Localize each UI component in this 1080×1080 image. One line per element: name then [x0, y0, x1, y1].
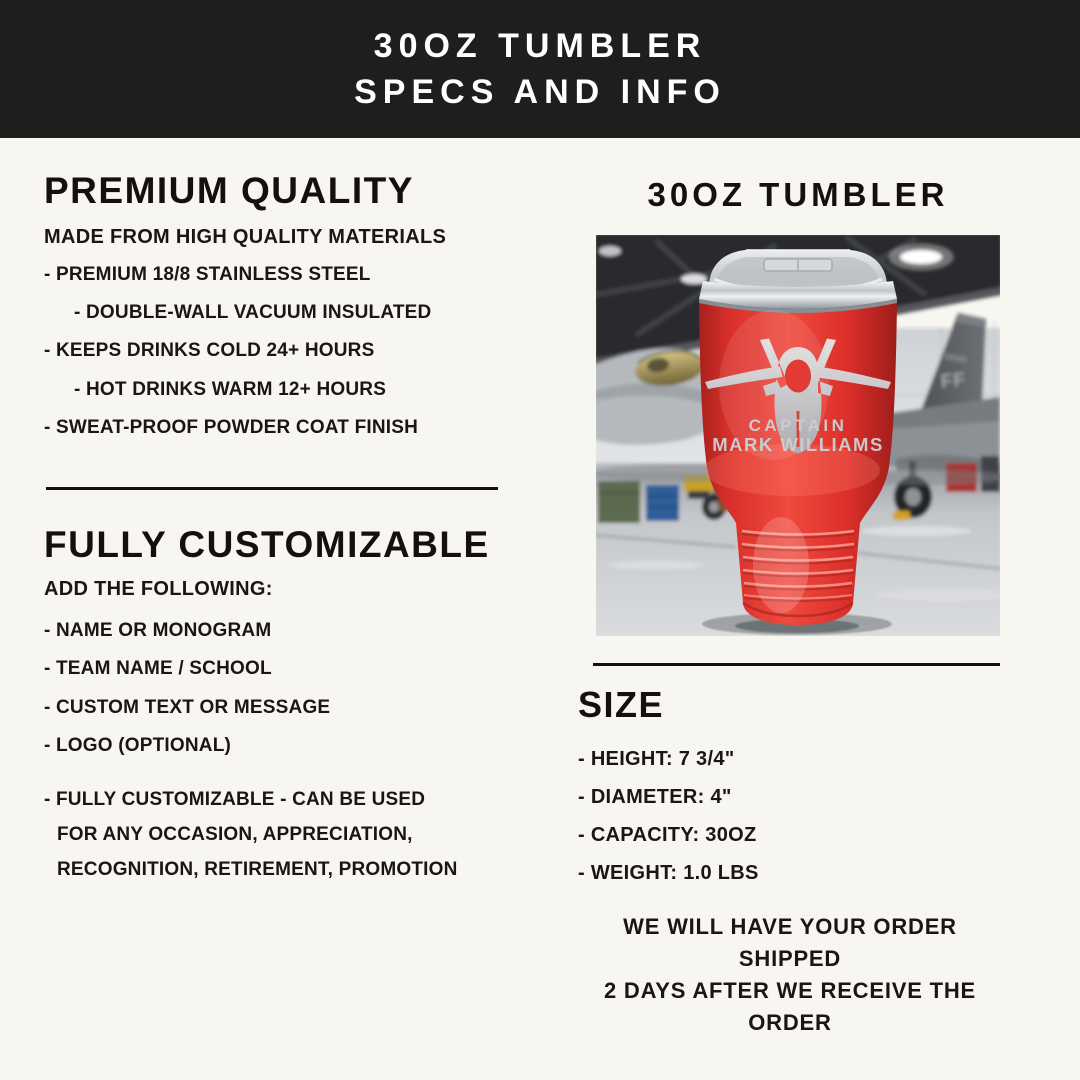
header-banner [0, 0, 1080, 138]
shipping-line: WE WILL HAVE YOUR ORDER [623, 914, 957, 939]
product-title: 30OZ TUMBLER [647, 176, 949, 213]
note-line: RECOGNITION, RETIREMENT, PROMOTION [57, 859, 458, 880]
customizable-bullet: - LOGO (OPTIONAL) [44, 735, 232, 756]
fully-customizable-title: FULLY CUSTOMIZABLE [44, 524, 490, 565]
size-bullet: - CAPACITY: 30OZ [578, 824, 757, 846]
size-bullet: - WEIGHT: 1.0 LBS [578, 862, 759, 884]
product-photo [596, 235, 1000, 636]
customizable-note [44, 782, 458, 887]
tail-marking-text: FF [939, 369, 967, 393]
fully-customizable-subtitle: ADD THE FOLLOWING: [44, 578, 273, 600]
customizable-bullet: - NAME OR MONOGRAM [44, 620, 272, 641]
premium-bullet: - DOUBLE-WALL VACUUM INSULATED [74, 302, 432, 323]
product-photo-scene [596, 235, 1000, 636]
premium-bullet: - SWEAT-PROOF POWDER COAT FINISH [44, 417, 419, 438]
premium-bullet: - PREMIUM 18/8 STAINLESS STEEL [44, 264, 371, 285]
left-section-divider [46, 487, 498, 490]
banner-title-line2: SPECS AND INFO [354, 73, 726, 111]
engraving-name-line2: MARK WILLIAMS [712, 434, 884, 455]
customizable-bullet: - TEAM NAME / SCHOOL [44, 658, 272, 679]
note-line: FOR ANY OCCASION, APPRECIATION, [57, 824, 413, 845]
size-bullet: - HEIGHT: 7 3/4" [578, 748, 735, 770]
note-line: - FULLY CUSTOMIZABLE - CAN BE USED [44, 789, 426, 810]
engraving-name-line1: CAPTAIN [748, 416, 848, 435]
premium-bullet: - HOT DRINKS WARM 12+ HOURS [74, 379, 387, 400]
premium-quality-title: PREMIUM QUALITY [44, 170, 414, 211]
size-bullet: - DIAMETER: 4" [578, 786, 732, 808]
right-section-divider [593, 663, 1000, 666]
shipping-line: 2 DAYS AFTER WE RECEIVE THE [603, 978, 977, 1003]
premium-quality-subtitle: MADE FROM HIGH QUALITY MATERIALS [44, 226, 447, 248]
shipping-notice [540, 911, 1040, 1039]
premium-bullet: - KEEPS DRINKS COLD 24+ HOURS [44, 340, 375, 361]
customizable-bullet: - CUSTOM TEXT OR MESSAGE [44, 697, 331, 718]
banner-title-line1: 30OZ TUMBLER [373, 27, 707, 65]
size-title: SIZE [578, 684, 665, 725]
shipping-line: SHIPPED [738, 946, 842, 971]
shipping-line: ORDER [748, 1010, 832, 1035]
